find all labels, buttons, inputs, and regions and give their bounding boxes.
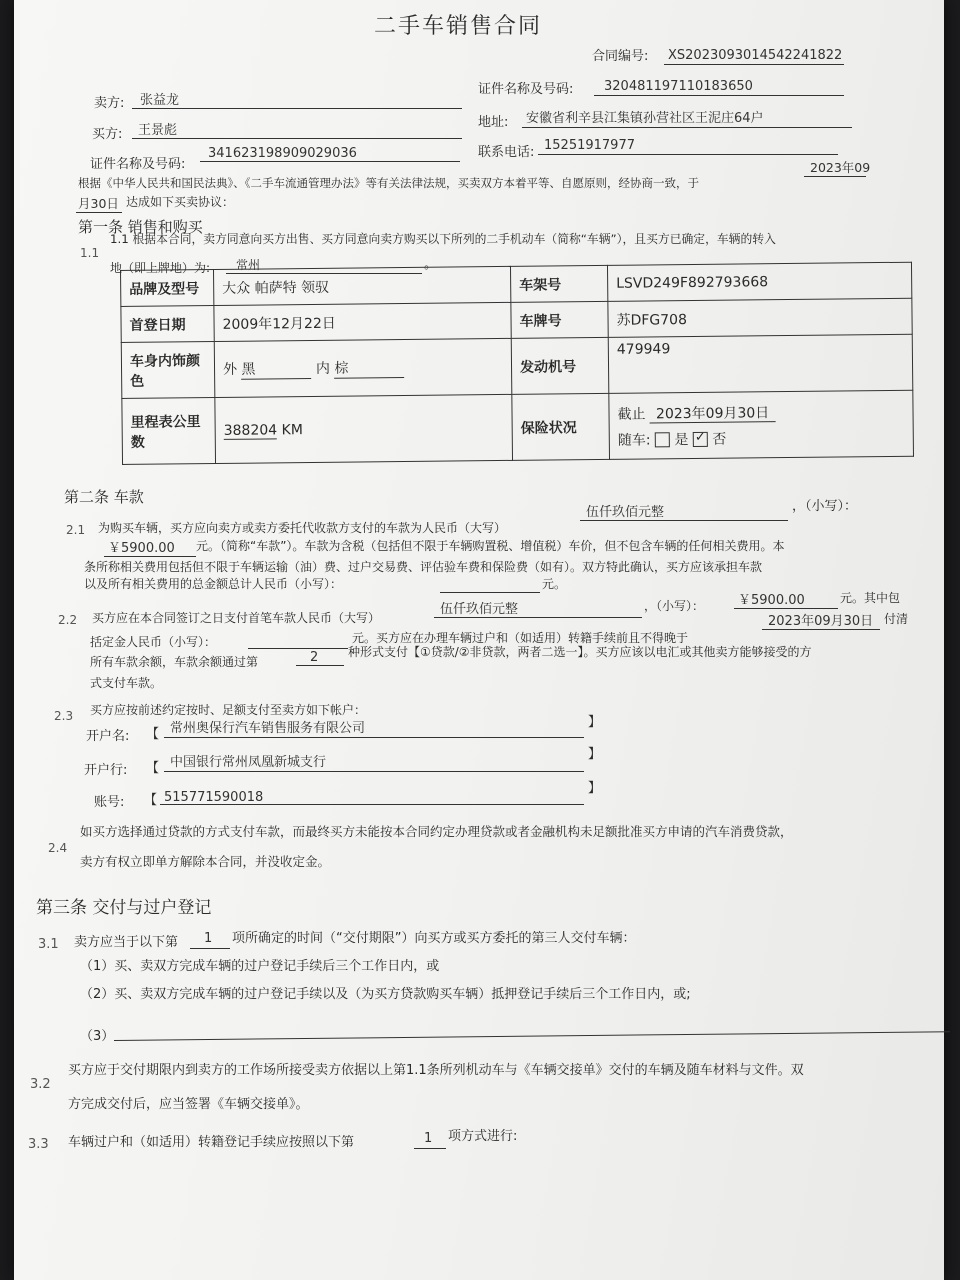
- clause-3-2-number: 3.2: [30, 1077, 51, 1092]
- clause-2-2-h: 种形式支付【①贷款/②非贷款，两者二选一】。买方应该以电汇或其他卖方能够接受的方: [348, 645, 812, 659]
- clause-2-4-number: 2.4: [48, 841, 68, 855]
- seller-id-value: 320481197110183650: [604, 79, 753, 94]
- table-row: [122, 390, 914, 464]
- reg-date-value: 2009年12月22日: [214, 302, 511, 341]
- buyer-id-value: 341623198909029036: [208, 146, 357, 161]
- mileage-cell: [215, 394, 513, 463]
- clause-2-2-a: 买方应在本合同签订之日支付首笔车款人民币（大写）: [92, 611, 381, 625]
- payment-way: 2: [310, 650, 319, 665]
- clause-2-1-e: 以及所有相关费用的总金额总计人民币（小写）：: [84, 577, 343, 591]
- clause-3-3-number: 3.3: [28, 1137, 49, 1152]
- delivery-item: 1: [204, 931, 213, 946]
- transfer-item: 1: [424, 1131, 433, 1146]
- insurance-yes-checkbox[interactable]: [655, 432, 670, 447]
- seller-label: 卖方:: [94, 96, 125, 111]
- clause-3-3-a: 车辆过户和（如适用）转籍登记手续应按照以下第: [68, 1135, 355, 1150]
- mileage-label: 里程表公里数: [122, 398, 216, 465]
- interior-color: 棕: [334, 357, 404, 379]
- clause-2-1-b: ，（小写）：: [792, 499, 858, 514]
- acct-bank-underline: [164, 771, 584, 772]
- exterior-prefix: 外: [222, 361, 238, 378]
- price-capital: 伍仟玖佰元整: [586, 505, 665, 520]
- buyer-phone-label: 联系电话:: [478, 145, 535, 160]
- interior-prefix: 内: [315, 360, 331, 377]
- clause-3-1-option2: （2）买、卖双方完成车辆的过户登记手续以及（为买方贷款购买车辆）抵押登记手续后三个工作日内，或;: [80, 987, 691, 1002]
- price-amount-underline: [104, 556, 196, 557]
- clause-2-1-a: 为购买车辆，买方应向卖方或卖方委托代收款方支付的车款为人民币（大写）: [98, 521, 507, 535]
- page-title: 二手车销售合同: [374, 14, 543, 39]
- price-amount: ￥5900.00: [108, 541, 175, 556]
- insurance-follow-label: 随车:: [617, 431, 651, 449]
- clause-2-1-d: 条所称相关费用包括但不限于车辆运输（油）费、过户交易费、评估验车费和保险费（如有）。双方特此确认，买方应该承担车款: [84, 560, 763, 574]
- preamble-line1: 根据《中华人民共和国民法典》、《二手车流通管理办法》等有关法律法规，买卖双方本着平等、自愿原则，经协商一致，于: [78, 176, 699, 190]
- clause-1-1-number: 1.1: [80, 246, 100, 260]
- engine-value: 479949: [608, 334, 913, 393]
- mileage-unit: KM: [281, 421, 303, 438]
- seller-id-label: 证件名称及号码:: [478, 82, 574, 97]
- delivery-item-underline: [190, 948, 230, 949]
- clause-2-2-b: ，（小写）：: [644, 599, 705, 613]
- clause-1-1-line2-post: 。: [424, 257, 438, 272]
- preamble-date2-underline: [76, 212, 122, 213]
- preamble-date2: 月30日: [78, 196, 119, 211]
- insurance-no-label: 否: [712, 431, 727, 448]
- transfer-place: 常州: [236, 258, 261, 272]
- clause-2-2-c: 元。其中包: [840, 591, 901, 605]
- clause-2-2-d: 括定金人民币（小写）：: [90, 635, 217, 649]
- seller-id-underline: [594, 95, 844, 96]
- article3-heading: 第三条 交付与过户登记: [36, 898, 212, 918]
- acct-name-label: 开户名:: [86, 729, 130, 744]
- transfer-item-underline: [414, 1148, 446, 1149]
- clause-3-1-number: 3.1: [38, 937, 59, 952]
- buyer-name-underline: [132, 138, 462, 139]
- clause-3-3-b: 项方式进行:: [448, 1129, 518, 1144]
- clause-2-2-g: 所有车款余额，车款余额通过第: [90, 655, 259, 669]
- clause-2-1-number: 2.1: [66, 523, 86, 537]
- contract-no-value: XS2023093014542241822: [668, 48, 843, 63]
- buyer-phone-value: 15251917977: [544, 138, 635, 153]
- article1-heading: 第一条 销售和购买: [78, 218, 203, 236]
- contract-no-underline: [664, 64, 844, 65]
- buyer-label: 买方:: [92, 127, 123, 142]
- clause-1-1-line1: 1.1 根据本合同，卖方同意向买方出售、买方同意向卖方购买以下所列的二手机动车（简称“车辆”），且买方已确定，车辆的转入: [110, 232, 776, 246]
- clause-3-1-option3-underline: [114, 1031, 950, 1041]
- first-payment-amount: ￥5900.00: [738, 593, 805, 608]
- plate-label: 车牌号: [511, 301, 608, 338]
- vin-value: LSVD249F892793668: [607, 262, 911, 301]
- acct-no-label: 账号:: [94, 795, 125, 810]
- brand-label: 品牌及型号: [121, 270, 214, 307]
- vin-label: 车架号: [510, 265, 607, 302]
- article2-heading: 第二条 车款: [64, 488, 144, 506]
- seller-name-underline: [132, 108, 462, 109]
- acct-bank-value: 中国银行常州凤凰新城支行: [170, 755, 327, 770]
- clause-2-2-number: 2.2: [58, 613, 78, 627]
- clause-2-2-i: 式支付车款。: [90, 676, 163, 690]
- clause-3-2-a: 买方应于交付期限内到卖方的工作场所接受卖方依据以上第1.1条所列机动车与《车辆交接单》交付的车辆及随车材料与文件。双: [68, 1063, 804, 1078]
- acct-name-bracket-l: 【: [146, 727, 160, 742]
- buyer-phone-underline: [538, 154, 838, 155]
- preamble-date1: 2023年09: [810, 160, 871, 175]
- color-value: [214, 338, 512, 397]
- insurance-until-prefix: 截止: [617, 406, 646, 423]
- clause-2-3-a: 买方应按前述约定按时、足额支付至卖方如下帐户：: [90, 703, 367, 717]
- clause-2-4-a: 如买方选择通过贷款的方式支付车款，而最终买方未能按本合同约定办理贷款或者金融机构未足额批准买方申请的汽车消费贷款，: [80, 824, 793, 839]
- acct-no-underline: [160, 804, 584, 805]
- acct-name-bracket-r: 】: [588, 715, 602, 730]
- preamble-line2: 达成如下买卖协议：: [126, 195, 235, 209]
- buyer-addr-label: 地址:: [478, 115, 509, 130]
- clause-2-2-e: 元。买方应在办理车辆过户和（如适用）转籍手续前且不得晚于: [352, 631, 689, 645]
- buyer-addr-value: 安徽省利辛县江集镇孙营社区王泥庄64户: [526, 111, 764, 126]
- clause-2-1-f: 元。: [542, 577, 567, 591]
- contract-no-label: 合同编号:: [592, 49, 649, 64]
- pay-deadline: 2023年09月30日: [768, 614, 874, 629]
- seller-name: 张益龙: [140, 93, 180, 108]
- clause-3-1-b: 项所确定的时间（“交付期限”）向买方或买方委托的第三人交付车辆：: [232, 931, 636, 946]
- clause-3-1-option3: （3）: [80, 1029, 115, 1044]
- acct-no-bracket-l: 【: [144, 793, 158, 808]
- acct-name-underline: [164, 737, 584, 738]
- payment-way-underline: [296, 665, 344, 666]
- acct-name-value: 常州奥保行汽车销售服务有限公司: [170, 721, 366, 736]
- contract-page: [14, 0, 944, 1280]
- insurance-cell: [609, 390, 914, 459]
- buyer-id-underline: [200, 161, 460, 162]
- acct-bank-label: 开户行:: [84, 763, 128, 778]
- plate-value: 苏DFG708: [608, 298, 912, 337]
- buyer-id-label: 证件名称及号码:: [90, 157, 186, 172]
- insurance-yes-label: 是: [674, 431, 689, 448]
- mileage-value: 388204: [223, 421, 278, 439]
- exterior-color: 黑: [241, 358, 311, 380]
- insurance-no-checkbox[interactable]: [693, 432, 708, 447]
- acct-bank-bracket-l: 【: [146, 761, 160, 776]
- clause-2-3-number: 2.3: [54, 709, 74, 723]
- engine-label: 发动机号: [511, 337, 609, 394]
- color-label: 车身内饰颜色: [121, 342, 215, 399]
- insurance-until: 2023年09月30日: [650, 405, 775, 423]
- acct-no-value: 515771590018: [164, 790, 264, 805]
- buyer-addr-underline: [522, 127, 852, 128]
- first-payment-capital-underline: [434, 617, 642, 618]
- first-payment-amount-underline: [734, 608, 838, 609]
- buyer-name: 王景彪: [138, 123, 178, 138]
- clause-3-2-b: 方完成交付后，应当签署《车辆交接单》。: [68, 1097, 309, 1112]
- reg-date-label: 首登日期: [121, 306, 214, 343]
- total-amount-underline: [440, 592, 540, 593]
- first-payment-capital: 伍仟玖佰元整: [440, 602, 519, 617]
- pay-deadline-underline: [762, 629, 880, 630]
- insurance-label: 保险状况: [512, 393, 610, 460]
- preamble-date1-underline: [804, 176, 866, 177]
- acct-bank-bracket-r: 】: [588, 747, 602, 762]
- price-capital-underline: [580, 520, 788, 521]
- clause-2-2-f: 付清: [884, 612, 909, 626]
- deposit-underline: [248, 648, 348, 649]
- brand-value: 大众 帕萨特 领驭: [214, 266, 511, 305]
- clause-2-1-c: 元。（简称“车款”）。车款为含税（包括但不限于车辆购置税、增值税）车价，但不包含车辆的任何相关费用。本: [196, 539, 785, 553]
- table-row: [121, 334, 913, 398]
- clause-1-1-line2-pre: 地（即上牌地）为:: [110, 261, 211, 275]
- clause-3-1-option1: （1）买、卖双方完成车辆的过户登记手续后三个工作日内，或: [80, 959, 440, 974]
- clause-3-1-a: 卖方应当于以下第: [74, 935, 179, 950]
- acct-no-bracket-r: 】: [588, 781, 602, 796]
- clause-2-4-b: 卖方有权立即单方解除本合同，并没收定金。: [80, 854, 331, 869]
- vehicle-table: [120, 262, 914, 465]
